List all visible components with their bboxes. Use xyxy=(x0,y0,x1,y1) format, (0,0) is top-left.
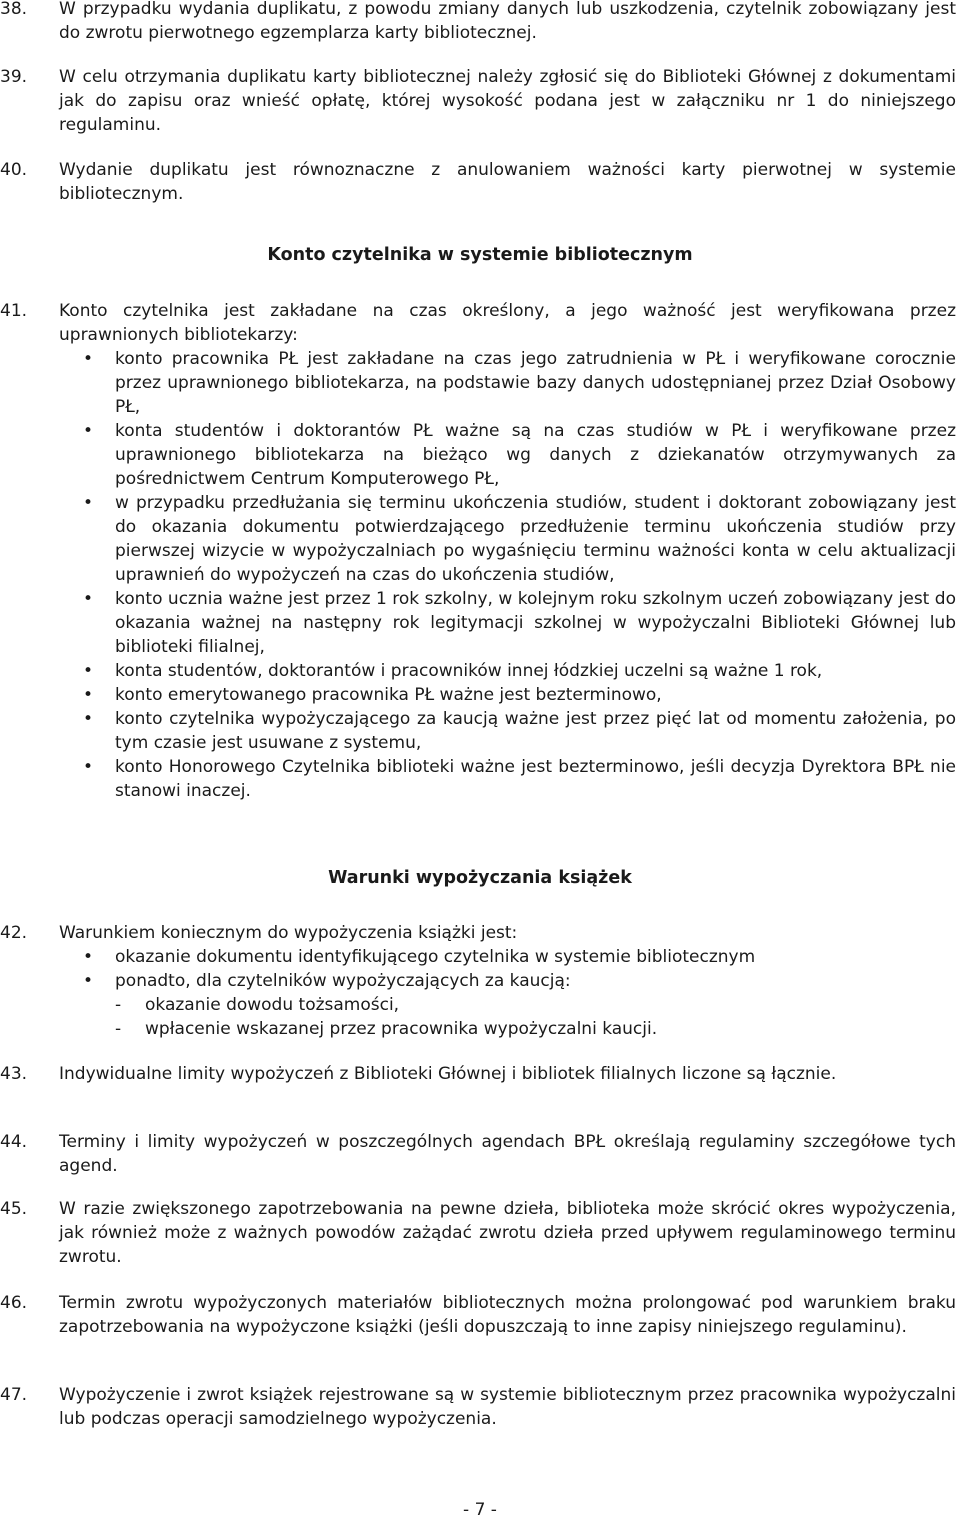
list-item-text: konto ucznia ważne jest przez 1 rok szkolny, w kolejnym roku szkolnym uczeń zobowiązany jest do okazania ważnej na następny rok legitymacji szkolnej w wypożyczalni Biblioteki Głównej lub biblioteki filialnej, xyxy=(115,589,956,657)
paragraph-47 xyxy=(0,1383,956,1431)
paragraph-43 xyxy=(0,1062,956,1086)
bullet-icon: • xyxy=(83,421,94,441)
dash-item-text: wpłacenie wskazanej przez pracownika wypożyczalni kaucji. xyxy=(145,1019,658,1039)
paragraph-text: W razie zwiększonego zapotrzebowania na pewne dzieła, biblioteka może skrócić okres wypożyczenia, jak również może z ważnych powodów zażądać zwrotu dzieła przed upływem regulaminowego terminu zwrotu. xyxy=(59,1199,956,1267)
paragraph-text: Wypożyczenie i zwrot książek rejestrowane są w systemie bibliotecznym przez pracownika wypożyczalni lub podczas operacji samodzielnego wypożyczenia. xyxy=(59,1385,956,1429)
paragraph-number: 44. xyxy=(0,1132,28,1152)
paragraph-number: 45. xyxy=(0,1199,28,1219)
paragraph-text: Terminy i limity wypożyczeń w poszczególnych agendach BPŁ określają regulaminy szczegółowe tych agend. xyxy=(59,1132,956,1176)
dash-item-text: okazanie dowodu tożsamości, xyxy=(145,995,400,1015)
bullet-icon: • xyxy=(83,947,94,967)
paragraph-39 xyxy=(0,65,956,137)
paragraph-42 xyxy=(0,921,956,945)
list-item xyxy=(0,659,956,683)
bullet-icon: • xyxy=(83,685,94,705)
dash-item xyxy=(0,993,956,1017)
bullet-icon: • xyxy=(83,493,94,513)
list-item xyxy=(0,683,956,707)
list-item-text: konto czytelnika wypożyczającego za kaucją ważne jest przez pięć lat od momentu założenia, po tym czasie jest usuwane z systemu, xyxy=(115,709,956,753)
list-item-text: konta studentów i doktorantów PŁ ważne są na czas studiów w PŁ i weryfikowane przez uprawnionego bibliotekarza na bieżąco wg danych z dziekanatów otrzymywanych za pośrednictwem Centrum Komputerowego PŁ, xyxy=(115,421,956,489)
paragraph-text: Termin zwrotu wypożyczonych materiałów bibliotecznych można prolongować pod warunkiem braku zapotrzebowania na wypożyczone książki (jeśli dopuszczają to inne zapisy niniejszego regulaminu). xyxy=(59,1293,956,1337)
list-item xyxy=(0,969,956,993)
list-item-text: ponadto, dla czytelników wypożyczających za kaucją: xyxy=(115,971,571,991)
paragraph-44 xyxy=(0,1130,956,1178)
paragraph-text: Warunkiem koniecznym do wypożyczenia książki jest: xyxy=(59,923,518,943)
dash-symbol: - xyxy=(115,1019,122,1039)
bullet-list-41 xyxy=(0,347,956,803)
bullet-icon: • xyxy=(83,349,94,369)
paragraph-number: 43. xyxy=(0,1064,28,1084)
paragraph-number: 46. xyxy=(0,1293,28,1313)
list-item-text: w przypadku przedłużania się terminu ukończenia studiów, student i doktorant zobowiązany jest do okazania dokumentu potwierdzającego przedłużenie terminu ukończenia studiów przy pierwszej wizycie w wypożyczalniach po wygaśnięciu terminu ważności konta w celu aktualizacji uprawnień do wypożyczeń na czas do ukończenia studiów, xyxy=(115,493,956,585)
paragraph-number: 42. xyxy=(0,923,28,943)
paragraph-text: W przypadku wydania duplikatu, z powodu zmiany danych lub uszkodzenia, czytelnik zobowiązany jest do zwrotu pierwotnego egzemplarza karty bibliotecznej. xyxy=(59,0,956,43)
bullet-icon: • xyxy=(83,661,94,681)
list-item-text: okazanie dokumentu identyfikującego czytelnika w systemie bibliotecznym xyxy=(115,947,756,967)
dash-item xyxy=(0,1017,956,1041)
paragraph-40 xyxy=(0,158,956,206)
paragraph-text: W celu otrzymania duplikatu karty bibliotecznej należy zgłosić się do Biblioteki Głównej z dokumentami jak do zapisu oraz wnieść opłatę, której wysokość podana jest w załączniku nr 1 do niniejszego regulaminu. xyxy=(59,67,956,135)
list-item-text: konto emerytowanego pracownika PŁ ważne jest bezterminowo, xyxy=(115,685,662,705)
list-item-text: konta studentów, doktorantów i pracowników innej łódzkiej uczelni są ważne 1 rok, xyxy=(115,661,823,681)
list-item xyxy=(0,587,956,659)
paragraph-text: Indywidualne limity wypożyczeń z Biblioteki Głównej i bibliotek filialnych liczone są łącznie. xyxy=(59,1064,837,1084)
list-item-text: konto Honorowego Czytelnika biblioteki ważne jest bezterminowo, jeśli decyzja Dyrektora BPŁ nie stanowi inaczej. xyxy=(115,757,956,801)
section-heading-konto: Konto czytelnika w systemie bibliotecznym xyxy=(267,245,693,265)
list-item xyxy=(0,491,956,587)
paragraph-number: 41. xyxy=(0,301,28,321)
paragraph-46 xyxy=(0,1291,956,1339)
section-heading-warunki: Warunki wypożyczania książek xyxy=(328,868,632,888)
paragraph-number: 39. xyxy=(0,67,28,87)
paragraph-38 xyxy=(0,0,956,45)
list-item xyxy=(0,419,956,491)
list-item xyxy=(0,755,956,803)
paragraph-text: Konto czytelnika jest zakładane na czas określony, a jego ważność jest weryfikowana przez uprawnionych bibliotekarzy: xyxy=(59,301,956,345)
paragraph-number: 40. xyxy=(0,160,28,180)
bullet-icon: • xyxy=(83,589,94,609)
bullet-icon: • xyxy=(83,971,94,991)
bullet-icon: • xyxy=(83,757,94,777)
dash-symbol: - xyxy=(115,995,122,1015)
list-item-text: konto pracownika PŁ jest zakładane na czas jego zatrudnienia w PŁ i weryfikowane corocznie przez uprawnionego bibliotekarza, na podstawie bazy danych udostępnianej przez Dział Osobowy PŁ, xyxy=(115,349,956,417)
list-item xyxy=(0,347,956,419)
bullet-list-42 xyxy=(0,945,956,1041)
paragraph-number: 38. xyxy=(0,0,28,19)
paragraph-text: Wydanie duplikatu jest równoznaczne z anulowaniem ważności karty pierwotnej w systemie bibliotecznym. xyxy=(59,160,956,204)
paragraph-45 xyxy=(0,1197,956,1269)
bullet-icon: • xyxy=(83,709,94,729)
page-number: - 7 - xyxy=(463,1500,497,1520)
list-item xyxy=(0,707,956,755)
paragraph-41 xyxy=(0,299,956,347)
paragraph-number: 47. xyxy=(0,1385,28,1405)
list-item xyxy=(0,945,956,969)
